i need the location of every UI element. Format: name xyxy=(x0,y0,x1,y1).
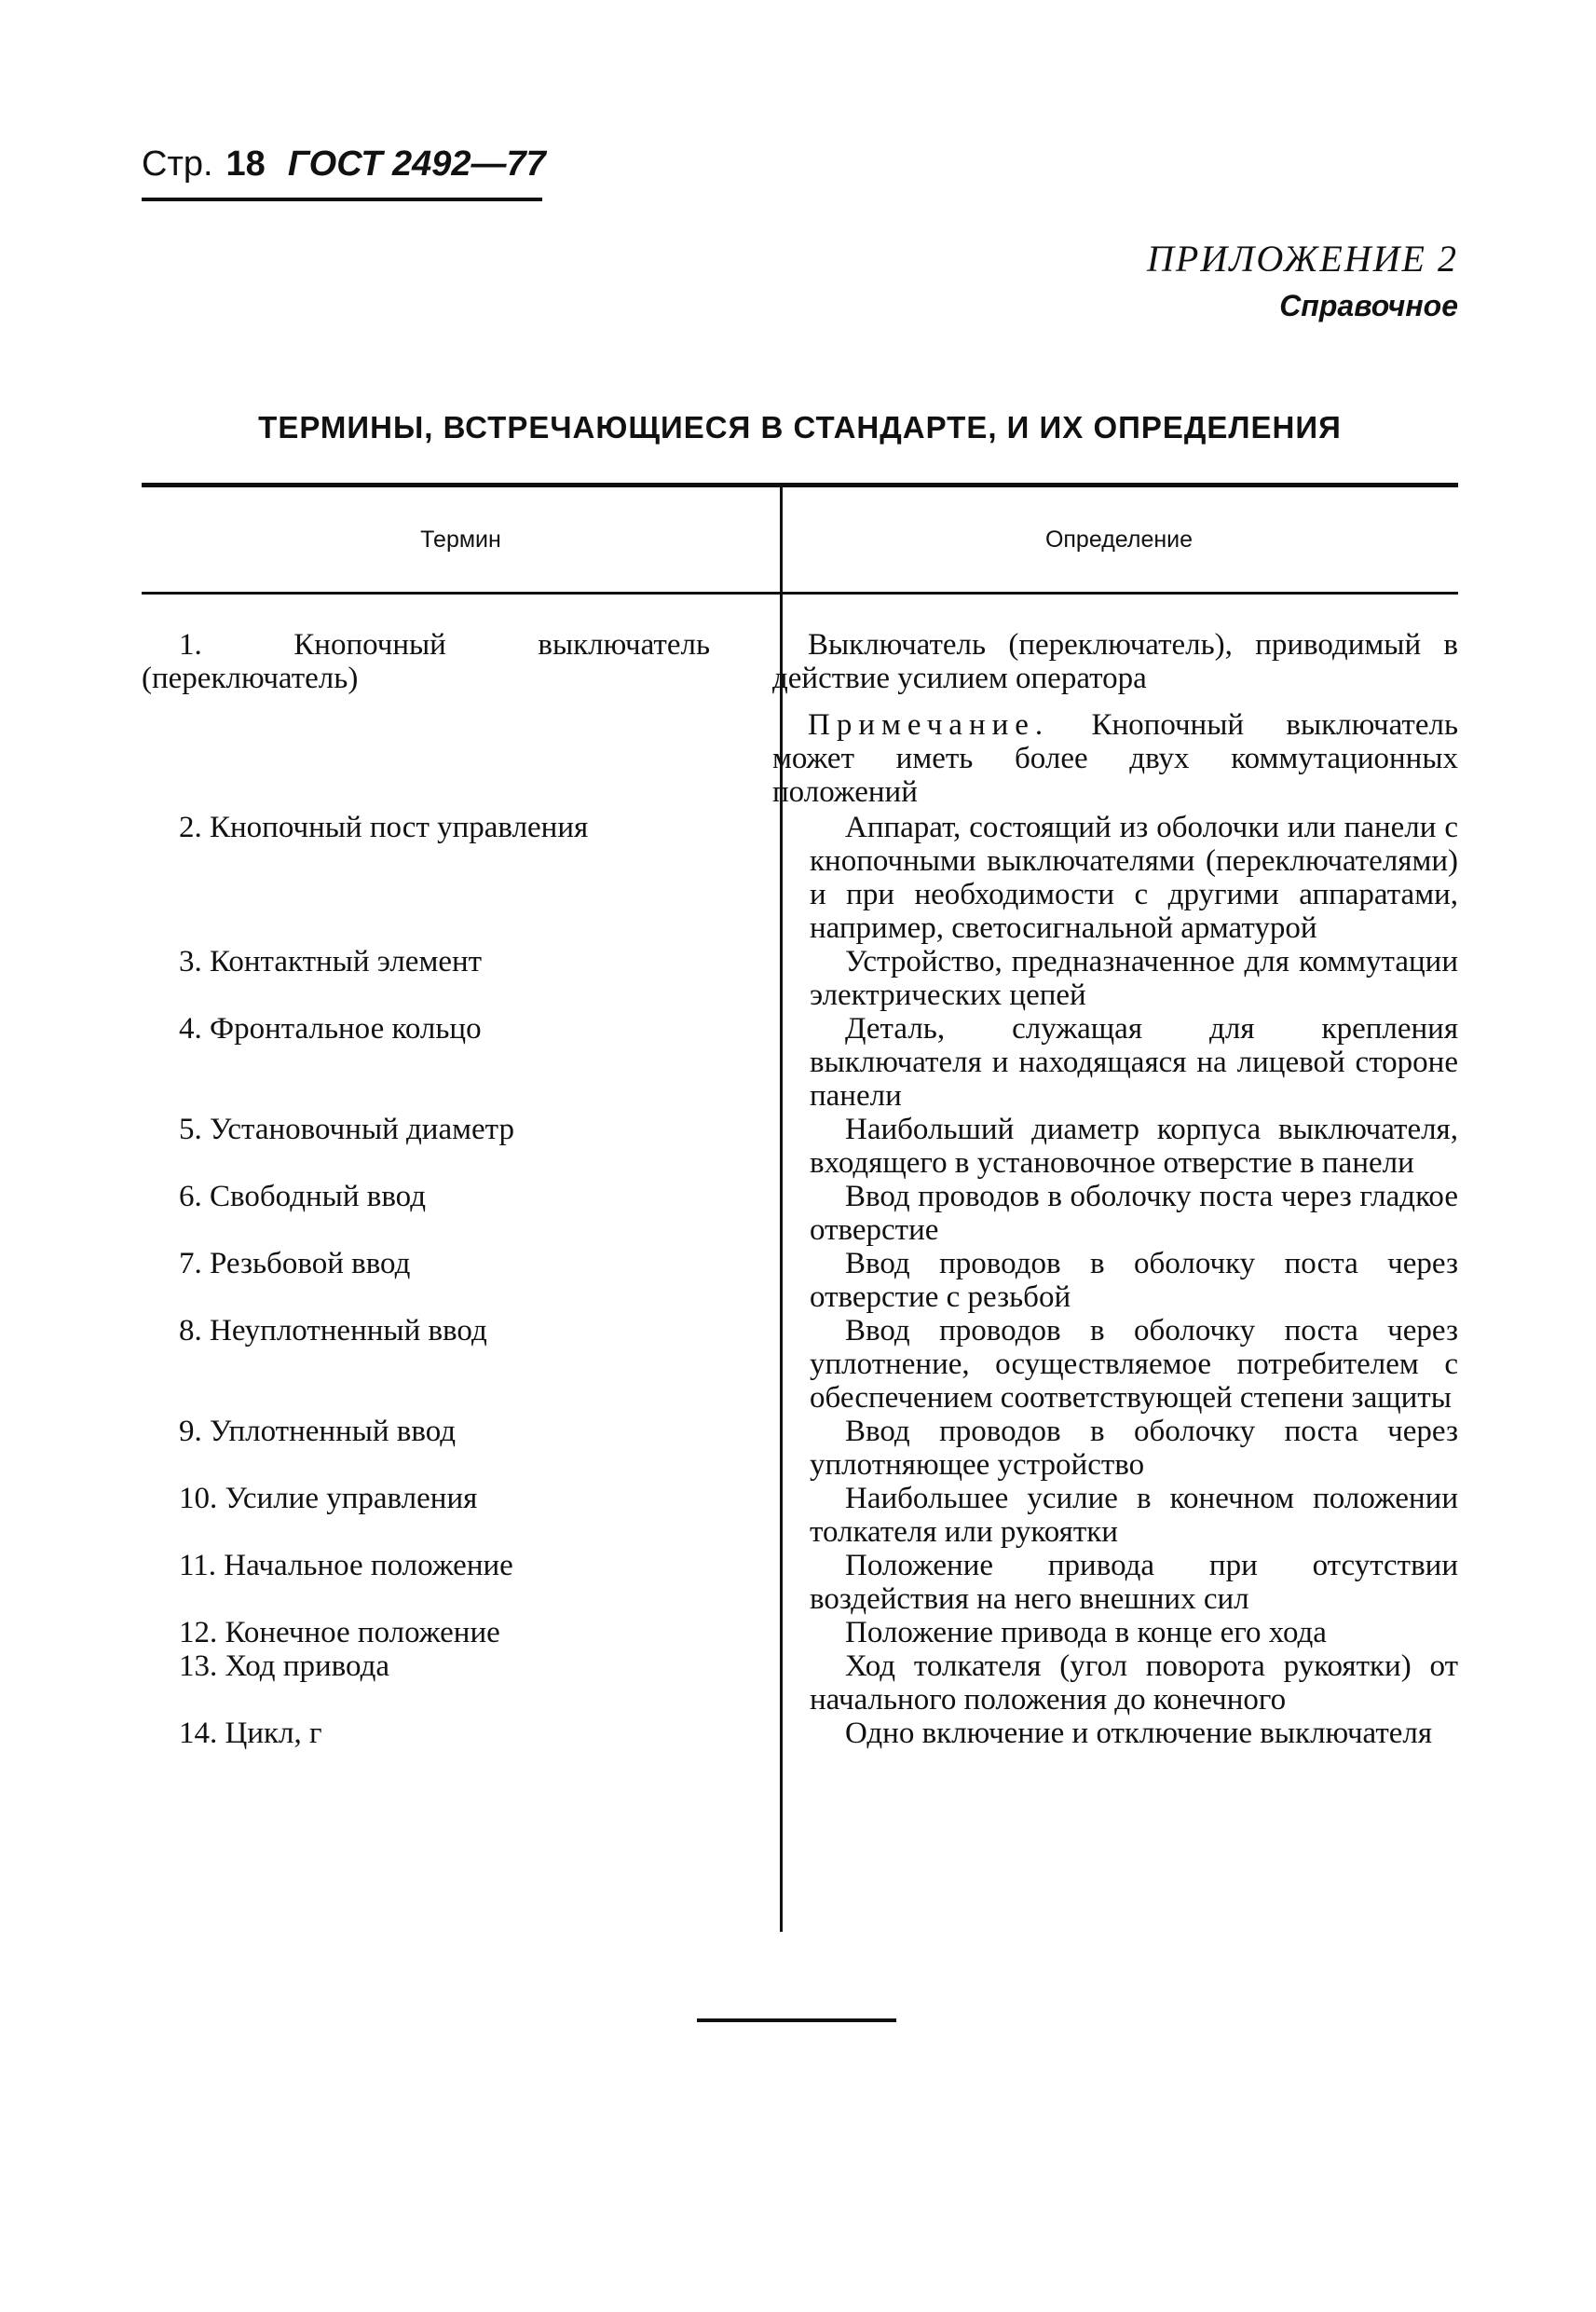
document-title: ТЕРМИНЫ, ВСТРЕЧАЮЩИЕСЯ В СТАНДАРТЕ, И ИХ ОПРЕДЕЛЕНИЯ xyxy=(258,410,1342,445)
note-text: Кнопочный выключатель может иметь более двух коммутационных положений xyxy=(772,708,1458,809)
table-row xyxy=(142,1113,1458,1180)
table-row xyxy=(142,1247,1458,1314)
table-row xyxy=(142,1616,1458,1649)
definition-cell: Ввод проводов в оболочку поста через отверстие с резьбой xyxy=(810,1247,1458,1314)
term-cell: 2. Кнопочный пост управления xyxy=(179,811,589,844)
table-row xyxy=(142,811,1458,945)
table-row xyxy=(142,1649,1458,1717)
table-row xyxy=(142,945,1458,1012)
table-header xyxy=(142,487,1458,592)
term-cell: 1. Кнопочный выключатель (переключатель) xyxy=(142,628,710,695)
term-cell: 8. Неуплотненный ввод xyxy=(179,1314,487,1348)
table-row xyxy=(142,628,1458,809)
table-body xyxy=(142,595,1458,1750)
definition-cell: Устройство, предназначенное для коммутации электрических цепей xyxy=(810,945,1458,1012)
table-row xyxy=(142,1717,1458,1750)
table-row xyxy=(142,1180,1458,1247)
table-row xyxy=(142,1482,1458,1549)
term-cell: 10. Усилие управления xyxy=(179,1482,478,1515)
term-cell: 3. Контактный элемент xyxy=(179,945,483,978)
term-cell: 6. Свободный ввод xyxy=(179,1180,427,1213)
term-cell: 12. Конечное положение xyxy=(179,1616,500,1649)
definition-cell xyxy=(743,628,1458,809)
table-row xyxy=(142,1012,1458,1113)
definition-cell: Одно включение и отключение выключателя xyxy=(845,1717,1433,1750)
page-number: 18 xyxy=(225,144,266,184)
column-header-definition: Определение xyxy=(1044,526,1194,553)
definition-cell: Ввод проводов в оболочку поста через уплотнение, осуществляемое потребителем с обеспечением соответствующей степени защиты xyxy=(810,1314,1458,1415)
table-row xyxy=(142,1415,1458,1482)
definition-cell: Положение привода при отсутствии воздействия на него внешних сил xyxy=(810,1549,1458,1616)
definition-cell: Ввод проводов в оболочку поста через гладкое отверстие xyxy=(810,1180,1458,1247)
definition-cell: Ввод проводов в оболочку поста через уплотняющее устройство xyxy=(810,1415,1458,1482)
column-header-term: Термин xyxy=(420,526,501,553)
document-code: ГОСТ 2492—77 xyxy=(287,144,546,184)
term-cell: 7. Резьбовой ввод xyxy=(179,1247,411,1280)
term-cell: 4. Фронтальное кольцо xyxy=(179,1012,482,1046)
definition-cell: Ход толкателя (угол поворота рукоятки) от начального положения до конечного xyxy=(810,1649,1458,1717)
term-cell: 5. Установочный диаметр xyxy=(179,1113,514,1146)
table-row xyxy=(142,1314,1458,1415)
term-cell: 14. Цикл, г xyxy=(179,1717,322,1750)
term-cell: 9. Уплотненный ввод xyxy=(179,1415,457,1448)
page-header xyxy=(142,140,546,201)
note xyxy=(772,708,1458,809)
definition-cell: Аппарат, состоящий из оболочки или панели с кнопочными выключателями (переключателями) и при необходимости с другими аппаратами, например, светосигнальной арматурой xyxy=(810,811,1458,945)
definition-cell: Наибольший диаметр корпуса выключателя, входящего в установочное отверстие в панели xyxy=(810,1113,1458,1180)
page-label: Стр. xyxy=(142,144,213,184)
appendix-block xyxy=(1147,235,1458,328)
appendix-subtitle: Справочное xyxy=(1279,289,1458,322)
appendix-title: ПРИЛОЖЕНИЕ 2 xyxy=(1147,238,1458,280)
definition-cell: Наибольшее усилие в конечном положении толкателя или рукоятки xyxy=(810,1482,1458,1549)
definition-cell: Положение привода в конце его хода xyxy=(845,1616,1327,1649)
term-cell: 13. Ход привода xyxy=(179,1649,390,1683)
definition-cell: Деталь, служащая для крепления выключателя и находящаяся на лицевой стороне панели xyxy=(810,1012,1458,1113)
term-cell: 11. Начальное положение xyxy=(179,1549,513,1582)
table-row xyxy=(142,1549,1458,1616)
note-label: Примечание. xyxy=(808,708,1050,742)
terms-table xyxy=(142,483,1458,1750)
header-rule xyxy=(142,198,542,201)
end-rule xyxy=(697,2018,896,2022)
definition-text: Выключатель (переключатель), приводимый в действие усилием оператора xyxy=(772,628,1458,695)
